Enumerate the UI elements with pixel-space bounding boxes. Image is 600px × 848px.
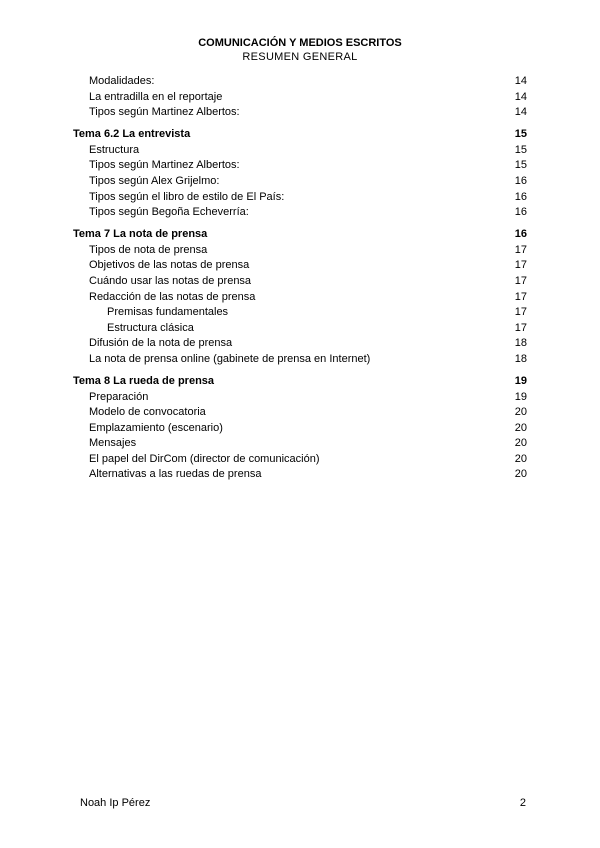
toc-entry-page: 20: [514, 421, 527, 434]
toc-entry-title: Alternativas a las ruedas de prensa: [89, 468, 262, 481]
toc-entry-title: Tipos de nota de prensa: [89, 243, 208, 256]
toc-entry[interactable]: [73, 336, 527, 352]
document-title: COMUNICACIÓN Y MEDIOS ESCRITOS: [198, 37, 402, 49]
toc-entry-page: 16: [514, 227, 527, 240]
toc-entry-title: Tipos según Martinez Albertos:: [89, 106, 240, 119]
toc-entry-title: Modalidades:: [89, 75, 155, 87]
toc-entry-page: 20: [514, 406, 527, 419]
footer-author: Noah Ip Pérez: [80, 797, 151, 809]
toc-entry-page: 20: [514, 468, 527, 481]
toc-entry[interactable]: [73, 190, 527, 206]
toc-entry-page: 17: [514, 259, 527, 272]
toc-entry[interactable]: [73, 452, 527, 468]
document-subtitle: RESUMEN GENERAL: [242, 51, 358, 63]
toc-entry-page: 16: [514, 190, 527, 203]
toc-entry[interactable]: [73, 405, 527, 421]
toc-entry-page: 15: [514, 143, 527, 156]
table-of-contents: [73, 74, 527, 483]
document-header: [0, 36, 600, 64]
toc-entry[interactable]: [73, 105, 527, 121]
toc-entry-page: 14: [514, 75, 527, 87]
toc-entry-title: Modelo de convocatoria: [89, 406, 206, 419]
toc-entry-title: Tema 6.2 La entrevista: [73, 127, 191, 140]
toc-entry-page: 17: [514, 243, 527, 256]
toc-entry-page: 16: [514, 206, 527, 219]
toc-entry[interactable]: [73, 205, 527, 221]
toc-entry-title: Emplazamiento (escenario): [89, 421, 223, 434]
toc-entry[interactable]: [73, 321, 527, 337]
toc-entry-page: 16: [514, 174, 527, 187]
toc-entry-page: 17: [514, 274, 527, 287]
toc-entry-title: Cuándo usar las notas de prensa: [89, 274, 252, 287]
toc-entry[interactable]: [73, 421, 527, 437]
toc-entry-page: 15: [514, 159, 527, 172]
toc-entry[interactable]: [73, 290, 527, 306]
toc-entry[interactable]: [73, 352, 527, 368]
toc-section-heading[interactable]: [73, 227, 527, 243]
toc-entry[interactable]: [73, 243, 527, 259]
toc-entry-title: Objetivos de las notas de prensa: [89, 259, 250, 272]
toc-entry-title: Estructura clásica: [107, 321, 194, 334]
toc-entry-title: Mensajes: [89, 437, 137, 450]
toc-entry-title: Tema 7 La nota de prensa: [73, 227, 208, 240]
toc-entry-title: Tipos según Begoña Echeverría:: [89, 206, 249, 219]
toc-entry[interactable]: [73, 158, 527, 174]
toc-entry[interactable]: [73, 305, 527, 321]
toc-entry[interactable]: [73, 390, 527, 406]
toc-entry-title: Difusión de la nota de prensa: [89, 337, 233, 350]
toc-entry-title: Tema 8 La rueda de prensa: [73, 374, 215, 387]
toc-entry[interactable]: [73, 90, 527, 106]
toc-entry-page: 20: [514, 452, 527, 465]
toc-entry-page: 19: [514, 390, 527, 403]
toc-entry[interactable]: [73, 143, 527, 159]
toc-section-heading[interactable]: [73, 374, 527, 390]
toc-entry-title: Premisas fundamentales: [107, 306, 229, 319]
toc-entry-title: Estructura: [89, 143, 140, 156]
toc-entry-page: 19: [514, 374, 527, 387]
toc-entry-page: 17: [514, 321, 527, 334]
toc-entry-page: 20: [514, 437, 527, 450]
toc-entry-page: 14: [514, 90, 527, 103]
toc-entry-title: Redacción de las notas de prensa: [89, 290, 256, 303]
toc-entry-title: Tipos según Alex Grijelmo:: [89, 174, 220, 187]
toc-entry-title: El papel del DirCom (director de comunicación): [89, 452, 320, 465]
toc-section-heading[interactable]: [73, 127, 527, 143]
toc-entry-title: La nota de prensa online (gabinete de prensa en Internet): [89, 352, 371, 365]
footer-page-number: 2: [519, 797, 526, 809]
toc-entry[interactable]: [73, 258, 527, 274]
toc-entry-page: 15: [514, 127, 527, 140]
toc-entry-page: 14: [514, 106, 527, 119]
toc-entry-page: 18: [514, 352, 527, 365]
toc-entry-title: Preparación: [89, 390, 149, 403]
toc-entry-title: Tipos según Martinez Albertos:: [89, 159, 240, 172]
toc-entry-title: Tipos según el libro de estilo de El País:: [89, 190, 285, 203]
toc-entry-title: La entradilla en el reportaje: [89, 90, 223, 103]
toc-entry[interactable]: [73, 274, 527, 290]
toc-entry-page: 18: [514, 337, 527, 350]
toc-entry[interactable]: [73, 74, 527, 90]
toc-entry-page: 17: [514, 306, 527, 319]
toc-entry[interactable]: [73, 174, 527, 190]
toc-entry[interactable]: [73, 467, 527, 483]
toc-entry-page: 17: [514, 290, 527, 303]
toc-entry[interactable]: [73, 436, 527, 452]
